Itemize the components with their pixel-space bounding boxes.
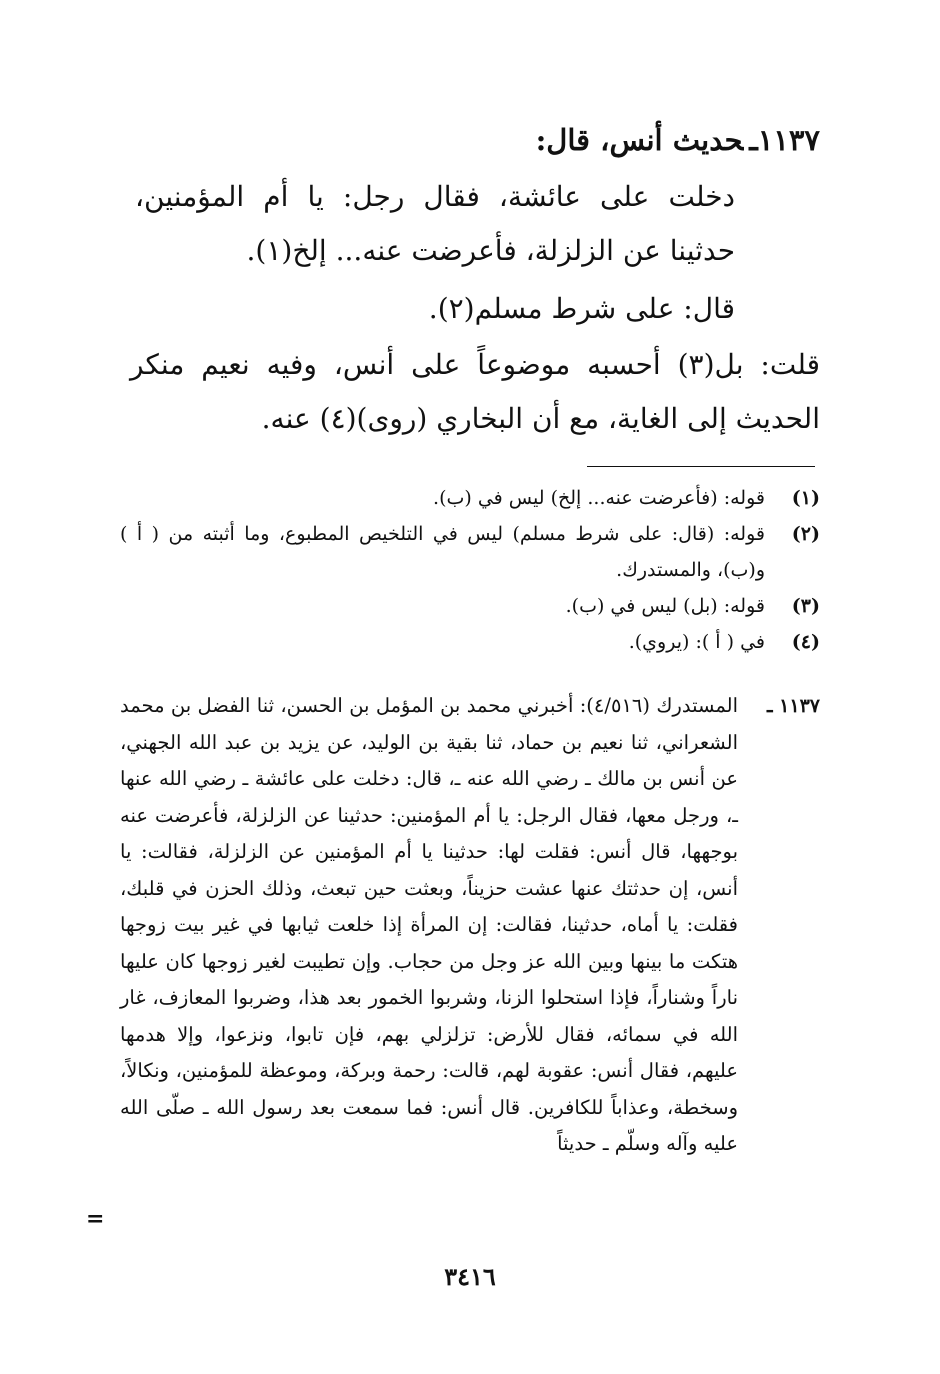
footnote-text: في ( أ ): (يروي). (628, 631, 765, 653)
hadith-paragraph-3: قلت: بل(٣) أحسبه موضوعاً على أنس، وفيه نعيم منكر الحديث إلى الغاية، مع أن البخاري (روى)(٤) عنه. (130, 348, 820, 435)
hadith-number: ١١٣٧ـ (749, 123, 820, 157)
footnote-number: (٢) (791, 523, 820, 545)
footnote-number: (٤) (791, 631, 820, 653)
continuation-mark: = (86, 1206, 105, 1232)
hadith-heading (120, 118, 820, 162)
hadith-paragraph-2: قال: على شرط مسلم(٢). (428, 292, 735, 325)
footnote-text: قوله: (قال: على شرط مسلم) ليس في التلخيص المطبوع، وما أثبته من ( أ ) و(ب)، والمستدرك. (120, 523, 765, 581)
footnote-text: قوله: (بل) ليس في (ب). (565, 595, 765, 617)
footnote (120, 516, 820, 588)
footnote-number: (١) (791, 487, 820, 509)
footnote-number: (٣) (791, 595, 820, 617)
takhrij-commentary (120, 688, 820, 1163)
commentary-text: المستدرك (٤/٥١٦): أخبرني محمد بن المؤمل بن الحسن، ثنا الفضل بن محمد الشعراني، ثنا نعيم بن حماد، ثنا بقية بن الوليد، عن يزيد بن عبد الله الجهني، عن أنس بن مالك ـ رضي الله عنه ـ، قال: دخلت على عائشة ـ رضي الله عنها ـ، ورجل معها، فقال الرجل: يا أم المؤمنين: حدثينا عن الزلزلة، فأعرضت عنه بوجهها، قال أنس: فقلت لها: حدثينا يا أم المؤمنين عن الزلزلة، فقالت: يا أنس، إن حدثتك عنها عشت حزيناً، وبعثت حين تبعث، وذلك الحزن في قلبك، فقلت: يا أماه، حدثينا، فقالت: إن المرأة إذا خلعت ثيابها في غير بيت زوجها هتكت ما بينها وبين الله عز وجل من حجاب. وإن تطيبت لغير زوجها كان عليها ناراً وشناراً، فإذا استحلوا الزنا، وشربوا الخمور بعد هذا، وضربوا المعازف، غار الله في سمائه، فقال للأرض: تزلزلي بهم، فإن تابوا، ونزعوا، وإلا هدمها عليهم، فقال أنس: عقوبة لهم، قالت: رحمة وبركة، وموعظة للمؤمنين، ونكالاً، وسخطة، وعذاباً للكافرين. قال أنس: فما سمعت بعد رسول الله ـ صلّى الله عليه وآله وسلّم ـ حديثاً (120, 694, 738, 1155)
page-number: ٣٤١٦ (444, 1262, 496, 1291)
footnote-divider (587, 466, 815, 467)
commentary-number: ١١٣٧ ـ (766, 695, 820, 717)
footnote (120, 480, 820, 516)
footnotes (120, 480, 820, 660)
footnote (120, 624, 820, 660)
footnote (120, 588, 820, 624)
footnote-text: قوله: (فأعرضت عنه... إلخ) ليس في (ب). (433, 487, 765, 509)
hadith-heading-text: حديث أنس، قال: (535, 123, 744, 157)
hadith-paragraph-1: دخلت على عائشة، فقال رجل: يا أم المؤمنين، حدثينا عن الزلزلة، فأعرضت عنه... إلخ(١). (135, 180, 735, 267)
